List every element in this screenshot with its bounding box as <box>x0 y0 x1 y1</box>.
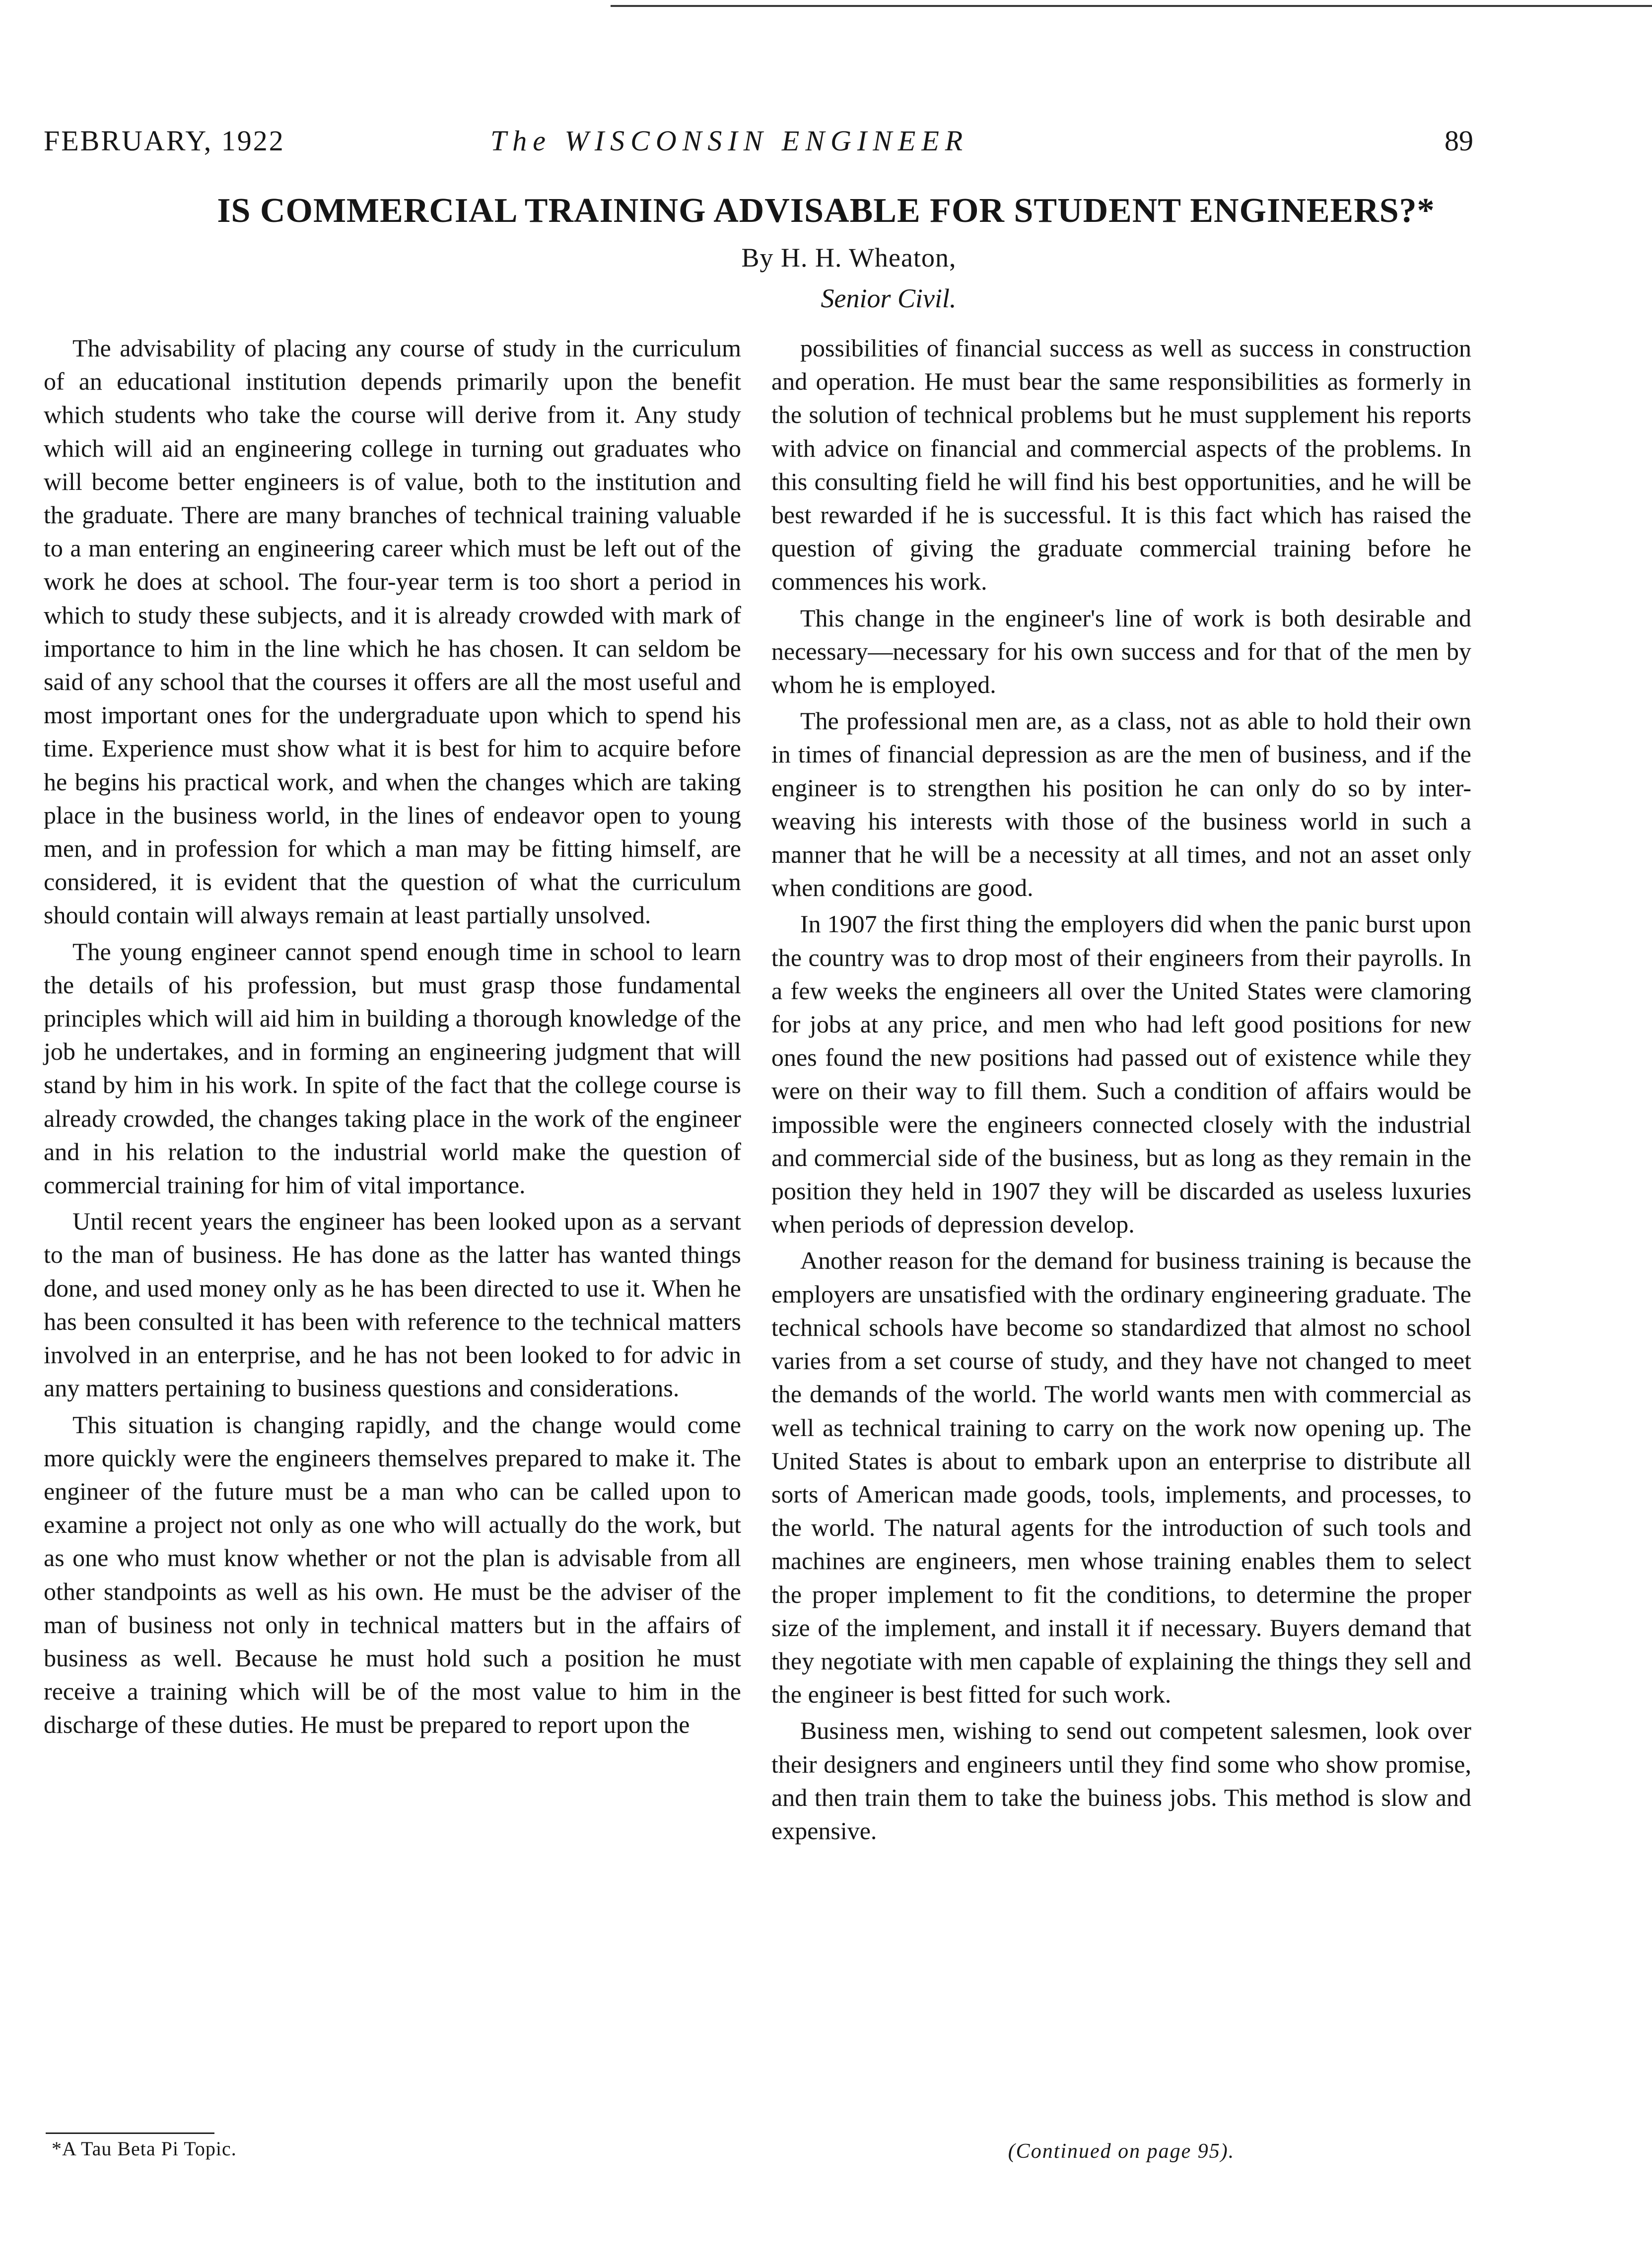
right-column <box>771 332 1471 1851</box>
page-number: 89 <box>1445 125 1473 157</box>
continued-note: (Continued on page 95). <box>1008 2140 1235 2163</box>
top-rule <box>611 5 1652 7</box>
footnote-rule <box>46 2132 214 2134</box>
issue-date: FEBRUARY, 1922 <box>44 125 285 157</box>
footnote: *A Tau Beta Pi Topic. <box>52 2137 237 2160</box>
left-column <box>44 332 741 1745</box>
paragraph: possibilities of financial success as well as success in construction and operation. He must bear the same responsibilities as formerly in the solution of technical problems but he must supplement his reports with advice on financial and commercial aspects of the problems. In this consulting field he will find his best opportunities, and he will be best rewarded if he is successful. It is this fact which has raised the question of giving the graduate commercial training before he commences his work. <box>771 334 1471 596</box>
paragraph: Another reason for the demand for business training is because the employers are unsatisfied with the ordinary engineering graduate. The technical schools have become so standardized that almost no school varies from a set course of study, and they have not changed to meet the demands of the world. The world wants men with commercial as well as technical training to carry on the work now opening up. The United States is about to embark upon an enterprise to distribute all sorts of American made goods, tools, implements, and processes, to the world. The natural agents for the introduction of such tools and machines are engineers, men whose training enables them to select the proper implement to fit the conditions, to determine the proper size of the implement, and install it if necessary. Buyers demand that they negotiate with men capable of explaining the things they sell and the engineer is best fitted for such work. <box>771 1246 1471 1709</box>
paragraph: This situation is changing rapidly, and the change would come more quickly were the engineers themselves prepared to make it. The engineer of the future must be a man who can be called upon to examine a project not only as one who will actually do the work, but as one who must know whether or not the plan is advisable from all other standpoints as well as his own. He must be the adviser of the man of business not only in technical matters but in the affairs of business as well. Because he must hold such a position he must receive a training which will be of the most value to him in the discharge of these duties. He must be prepared to report upon the <box>44 1410 741 1739</box>
paragraph: The young engineer cannot spend enough time in school to learn the details of his profession, but must grasp those fundamental principles which will aid him in building a thorough knowledge of the job he undertakes, and in forming an engineering judgment that will stand by him in his work. In spite of the fact that the college course is already crowded, the changes taking place in the work of the engineer and in his relation to the industrial world make the question of commercial training for him of vital importance. <box>44 937 741 1199</box>
journal-title: The WISCONSIN ENGINEER <box>490 125 969 157</box>
article-title: IS COMMERCIAL TRAINING ADVISABLE FOR STUDENT ENGINEERS?* <box>217 192 1435 230</box>
paragraph: The advisability of placing any course of study in the curriculum of an educational institution depends primarily upon the benefit which students who take the course will derive from it. Any study which will aid an engineering college in turning out graduates who will become better engineers is of value, both to the institution and the graduate. There are many branches of technical training valuable to a man entering an engineering career which must be left out of the work he does at school. The four-year term is too short a period in which to study these subjects, and it is already crowded with mark of importance to him in the line which he has chosen. It can seldom be said of any school that the courses it offers are all the most useful and most important ones for the undergraduate upon which to spend his time. Experience must show what it is best for him to acquire before he begins his practical work, and when the changes which are taking place in the business world, in the lines of endeavor open to young men, and in profession for which a man may be fitting himself, are considered, it is evident that the question of what the curriculum should contain will always remain at least partially unsolved. <box>44 334 741 929</box>
paragraph: Business men, wishing to send out competent salesmen, look over their designers and engineers until they find some who show promise, and then train them to take the buiness jobs. This method is slow and expensive. <box>771 1717 1471 1845</box>
article-byline: By H. H. Wheaton, <box>741 243 957 273</box>
paragraph: The professional men are, as a class, not as able to hold their own in times of financial depression as are the men of business, and if the engineer is to strengthen his position he can only do so by inter-weaving his interests with those of the business world in such a manner that he will be a necessity at all times, and not an asset only when conditions are good. <box>771 707 1471 902</box>
paragraph: In 1907 the first thing the employers did when the panic burst upon the country was to drop most of their engineers from their payrolls. In a few weeks the engineers all over the United States were clamoring for jobs at any price, and men who had left good positions for new ones found the new positions had passed out of existence while they were on their way to fill them. Such a condition of affairs would be impossible were the engineers connected closely with the industrial and commercial side of the business, but as long as they remain in the position they held in 1907 they will be discarded as useless luxuries when periods of depression develop. <box>771 910 1471 1238</box>
author-affiliation: Senior Civil. <box>821 283 957 313</box>
paragraph: Until recent years the engineer has been looked upon as a servant to the man of business. He has done as the latter has wanted things done, and used money only as he has been directed to use it. When he has been consulted it has been with reference to the technical matters involved in an enterprise, and he has not been looked to for advic in any matters pertaining to business questions and considerations. <box>44 1207 741 1402</box>
paragraph: This change in the engineer's line of work is both desirable and necessary—necessary for his own success and for that of the men by whom he is employed. <box>771 604 1471 699</box>
running-head <box>44 124 1473 164</box>
